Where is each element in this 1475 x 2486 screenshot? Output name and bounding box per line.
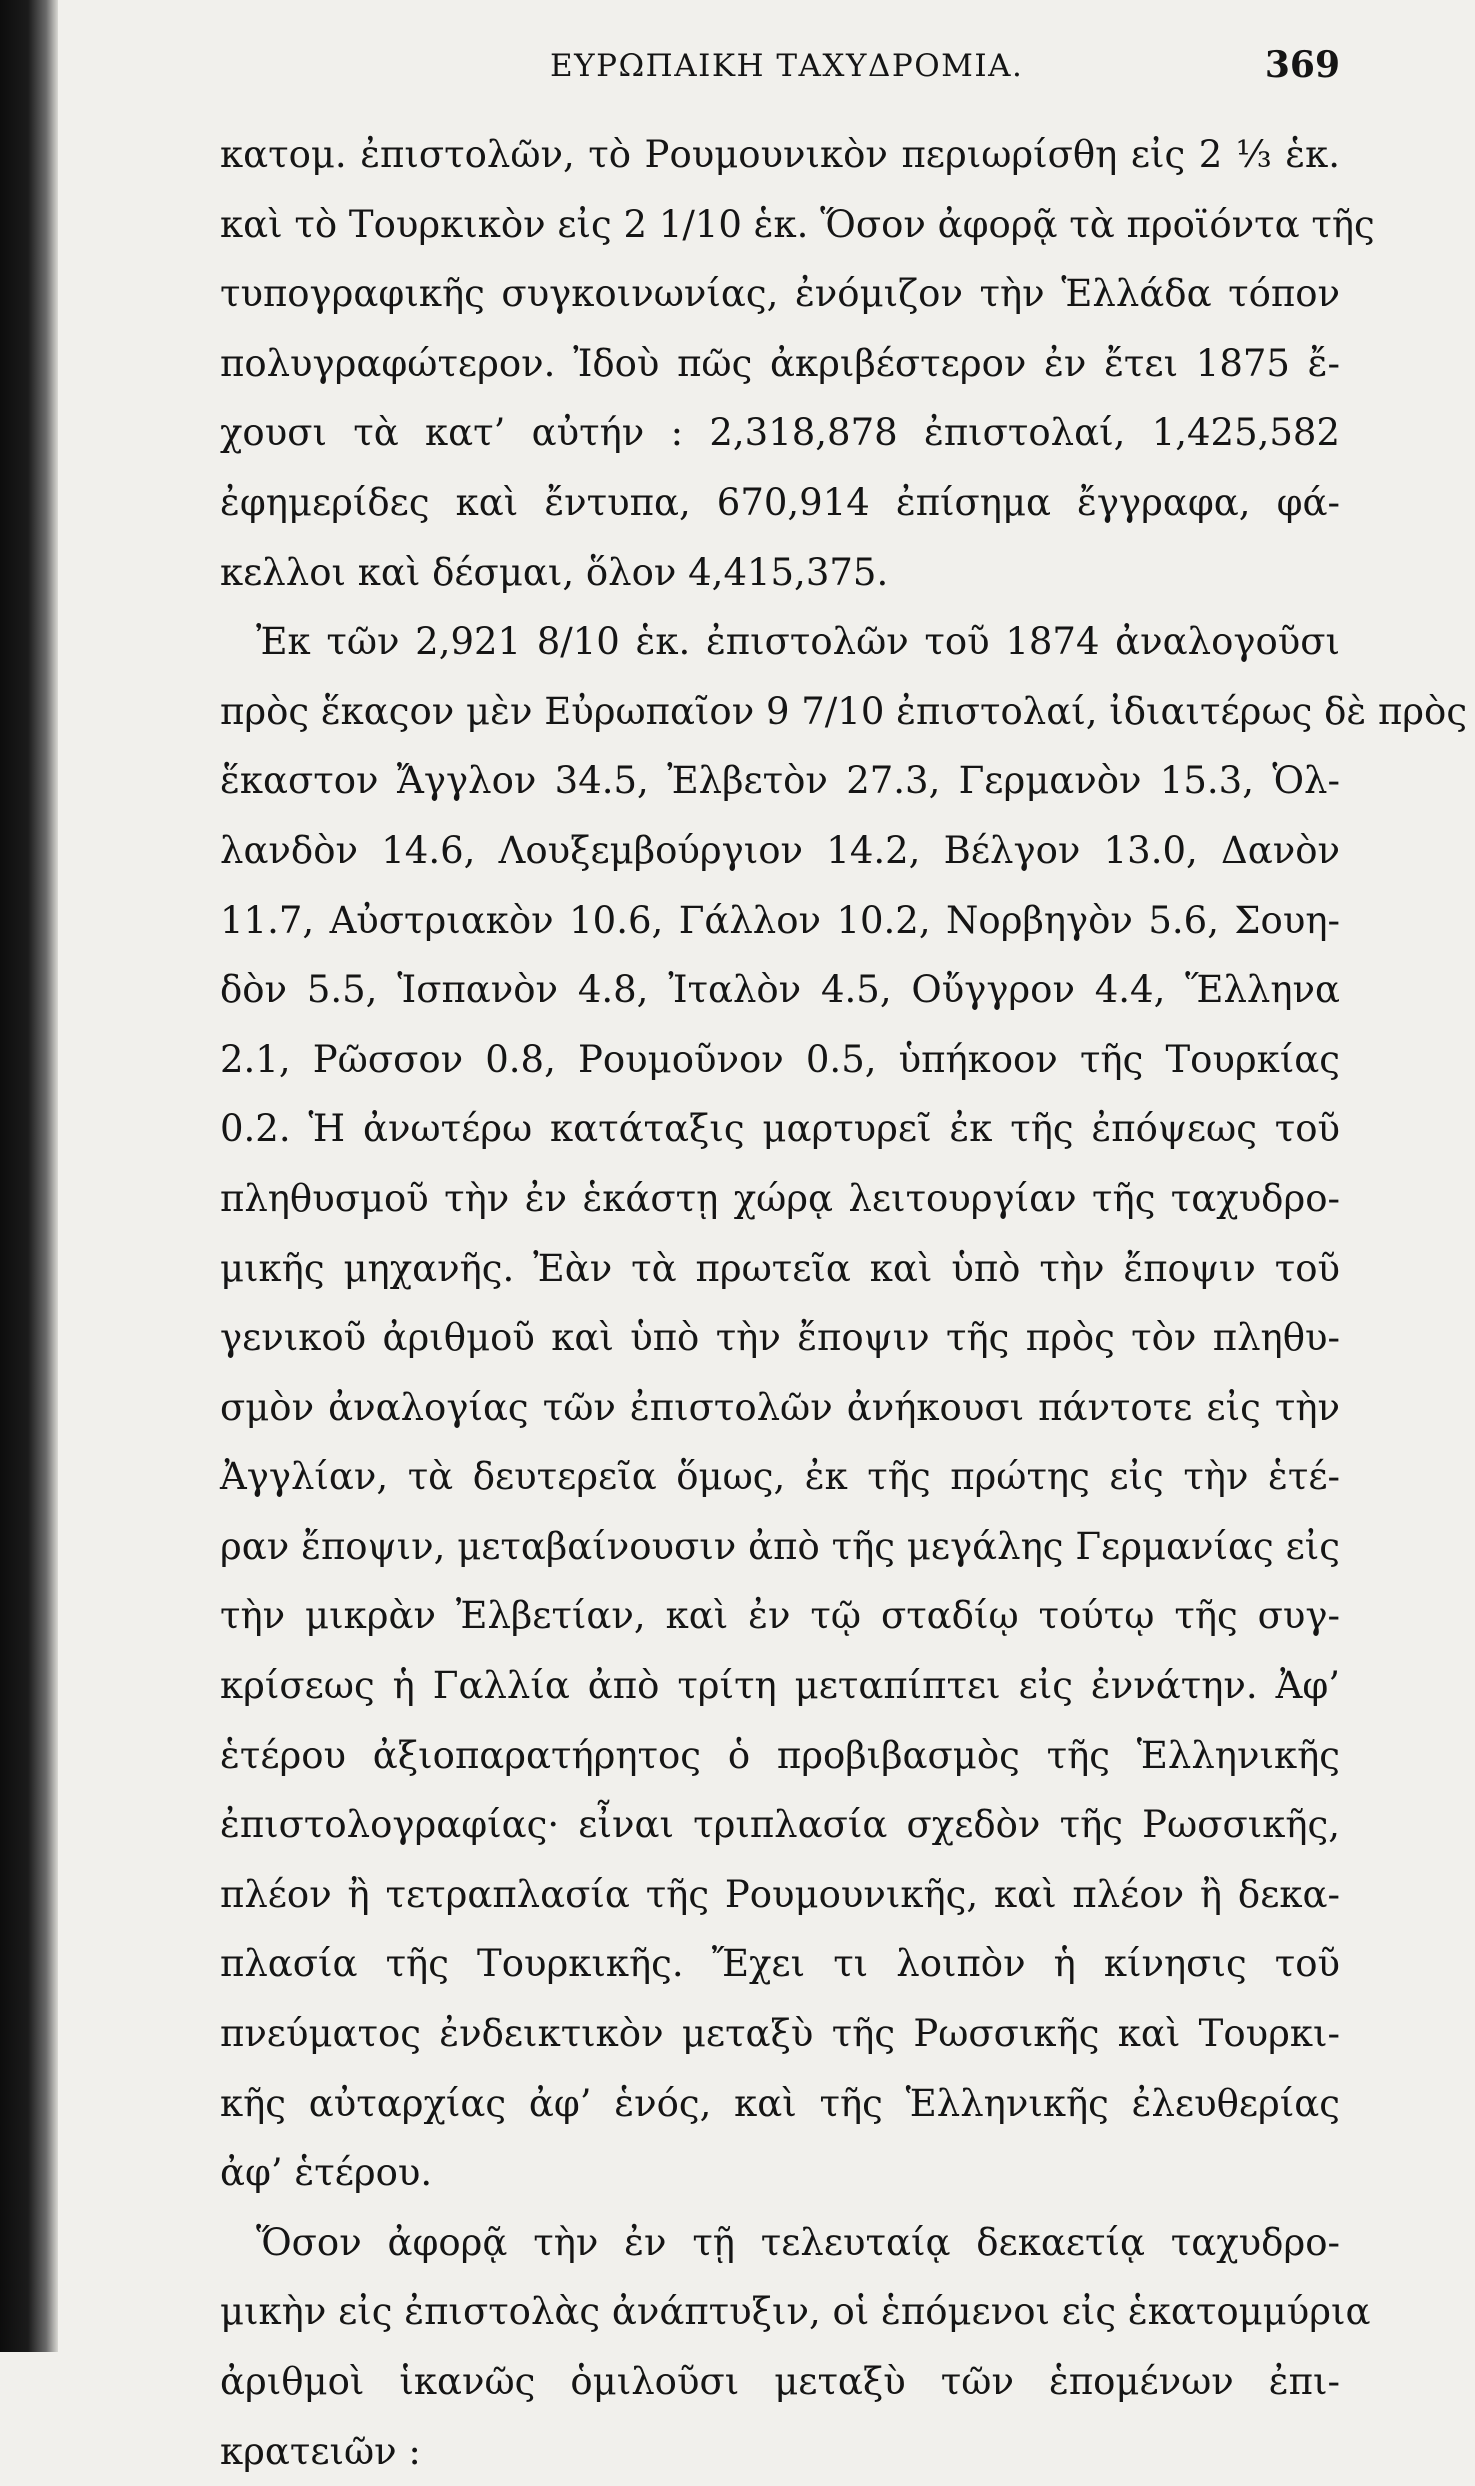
text-line: Ἀγγλίαν, τὰ δευτερεῖα ὅμως, ἐκ τῆς πρώτης εἰς τὴν ἑτέ-	[220, 1455, 1340, 1499]
text-line: πλασία τῆς Τουρκικῆς. Ἔχει τι λοιπὸν ἡ κίνησις τοῦ	[220, 1942, 1340, 1986]
text-line: τὴν μικρὰν Ἐλβετίαν, καὶ ἐν τῷ σταδίῳ τούτῳ τῆς συγ-	[220, 1594, 1340, 1638]
text-line: καὶ τὸ Τουρκικὸν εἰς 2 1/10 ἑκ. Ὅσον ἀφορᾷ τὰ προϊόντα τῆς	[220, 202, 1375, 246]
body-text	[220, 120, 1468, 2486]
text-line: κατομ. ἐπιστολῶν, τὸ Ρουμουνικὸν περιωρίσθη εἰς 2 ⅓ ἑκ.	[220, 133, 1340, 176]
text-line: ἑτέρου ἀξιοπαρατήρητος ὁ προβιβασμὸς τῆς Ἑλληνικῆς	[220, 1733, 1340, 1777]
text-line: 2.1, Ρῶσσον 0.8, Ρουμοῦνον 0.5, ὑπήκοον τῆς Τουρκίας	[220, 1037, 1340, 1081]
text-line: Ὅσον ἀφορᾷ τὴν ἐν τῇ τελευταίᾳ δεκαετίᾳ ταχυδρο-	[256, 2220, 1340, 2264]
text-line: κελλοι καὶ δέσμαι, ὅλον 4,415,375.	[220, 550, 889, 594]
running-title: ΕΥΡΩΠΑΙΚΗ ΤΑΧΥΔΡΟΜΙΑ.	[550, 48, 1024, 84]
text-line: μικὴν εἰς ἐπιστολὰς ἀνάπτυξιν, οἱ ἑπόμενοι εἰς ἑκατομμύρια	[220, 2290, 1371, 2334]
page-number: 369	[1264, 44, 1340, 86]
text-line: πλέον ἢ τετραπλασία τῆς Ρουμουνικῆς, καὶ πλέον ἢ δεκα-	[220, 1872, 1340, 1916]
text-line: κῆς αὐταρχίας ἀφ’ ἑνός, καὶ τῆς Ἑλληνικῆς ἐλευθερίας	[220, 2081, 1340, 2125]
text-line: Ἐκ τῶν 2,921 8/10 ἑκ. ἐπιστολῶν τοῦ 1874 ἀναλογοῦσι	[256, 620, 1340, 664]
text-line: ἀφ’ ἑτέρου.	[220, 2151, 433, 2195]
text-line: σμὸν ἀναλογίας τῶν ἐπιστολῶν ἀνήκουσι πάντοτε εἰς τὴν	[220, 1385, 1340, 1429]
text-line: μικῆς μηχανῆς. Ἐὰν τὰ πρωτεῖα καὶ ὑπὸ τὴν ἔποψιν τοῦ	[220, 1246, 1340, 1290]
text-line: χουσι τὰ κατ’ αὐτήν : 2,318,878 ἐπιστολαί, 1,425,582	[220, 411, 1340, 455]
text-line: ἐπιστολογραφίας· εἶναι τριπλασία σχεδὸν τῆς Ρωσσικῆς,	[220, 1803, 1340, 1847]
text-line: ἕκαστον Ἄγγλον 34.5, Ἐλβετὸν 27.3, Γερμανὸν 15.3, Ὁλ-	[220, 759, 1340, 803]
page-binding-shadow	[0, 0, 58, 2352]
text-line: 11.7, Αὐστριακὸν 10.6, Γάλλον 10.2, Νορβηγὸν 5.6, Σουη-	[220, 898, 1340, 942]
book-page	[220, 34, 1468, 2473]
page-header	[220, 34, 1340, 104]
text-line: δὸν 5.5, Ἱσπανὸν 4.8, Ἰταλὸν 4.5, Οὔγγρον 4.4, Ἕλληνα	[220, 968, 1340, 1012]
text-line: ραν ἔποψιν, μεταβαίνουσιν ἀπὸ τῆς μεγάλης Γερμανίας εἰς	[220, 1524, 1340, 1568]
text-line: 0.2. Ἡ ἀνωτέρω κατάταξις μαρτυρεῖ ἐκ τῆς ἐπόψεως τοῦ	[220, 1107, 1340, 1151]
text-line: γενικοῦ ἀριθμοῦ καὶ ὑπὸ τὴν ἔποψιν τῆς πρὸς τὸν πληθυ-	[220, 1316, 1340, 1360]
text-line: κρίσεως ἡ Γαλλία ἀπὸ τρίτη μεταπίπτει εἰς ἐννάτην. Ἀφ’	[220, 1664, 1340, 1708]
text-line: λανδὸν 14.6, Λουξεμβούργιον 14.2, Βέλγον 13.0, Δανὸν	[220, 828, 1340, 872]
text-line: πνεύματος ἐνδεικτικὸν μεταξὺ τῆς Ρωσσικῆς καὶ Τουρκι-	[220, 2012, 1340, 2056]
text-line: ἀριθμοὶ ἱκανῶς ὁμιλοῦσι μεταξὺ τῶν ἑπομένων ἐπι-	[220, 2360, 1340, 2403]
text-line: πρὸς ἕκαςον μὲν Εὐρωπαῖον 9 7/10 ἐπιστολαί, ἰδιαιτέρως δὲ πρὸς	[220, 689, 1468, 733]
text-line: κρατειῶν :	[220, 2429, 421, 2473]
text-line: ἐφημερίδες καὶ ἔντυπα, 670,914 ἐπίσημα ἔγγραφα, φά-	[220, 480, 1340, 524]
text-line: τυπογραφικῆς συγκοινωνίας, ἐνόμιζον τὴν Ἑλλάδα τόπον	[220, 272, 1340, 316]
text-line: πολυγραφώτερον. Ἰδοὺ πῶς ἀκριβέστερον ἐν ἔτει 1875 ἔ-	[220, 341, 1340, 385]
text-line: πληθυσμοῦ τὴν ἐν ἑκάστῃ χώρᾳ λειτουργίαν τῆς ταχυδρο-	[220, 1176, 1340, 1220]
